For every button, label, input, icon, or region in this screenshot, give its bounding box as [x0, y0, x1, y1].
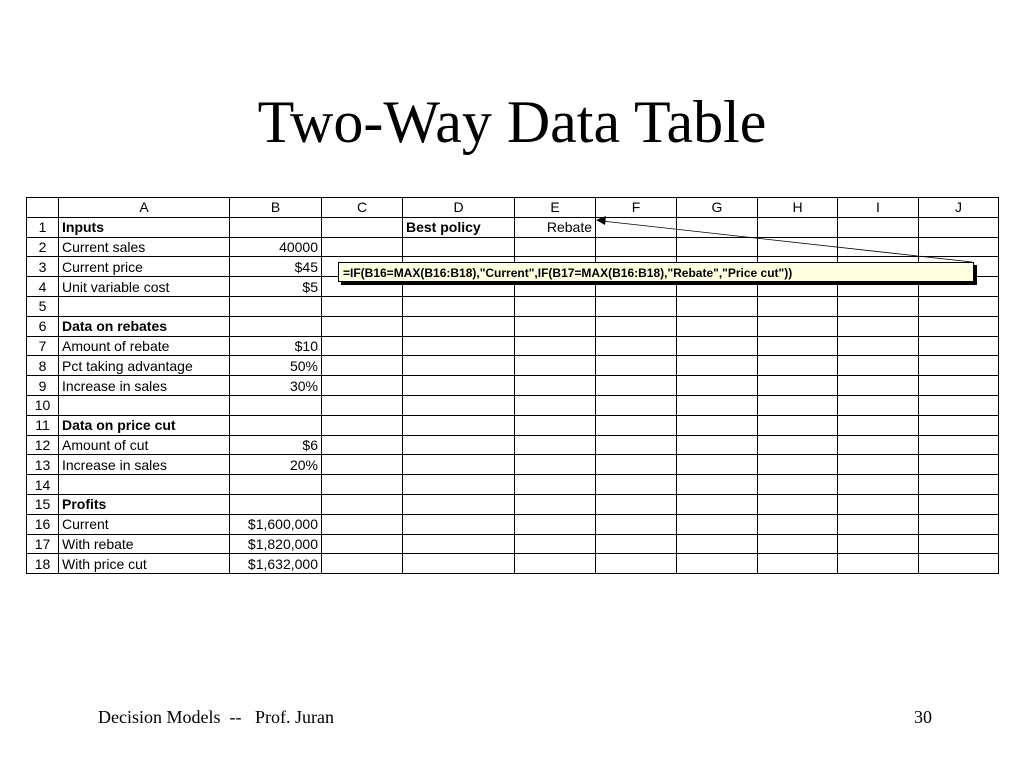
cell-c[interactable]	[322, 356, 403, 376]
cell-j[interactable]	[919, 316, 999, 336]
cell-a[interactable]: With price cut	[59, 554, 230, 574]
cell-f[interactable]	[596, 296, 677, 316]
table-row	[27, 336, 999, 356]
row-header[interactable]: 13	[27, 455, 59, 475]
cell-h[interactable]	[758, 554, 838, 574]
table-row	[27, 395, 999, 415]
cell-j[interactable]	[919, 296, 999, 316]
cell-i[interactable]	[838, 554, 919, 574]
corner-header[interactable]	[27, 198, 59, 218]
slide-title: Two-Way Data Table	[257, 89, 767, 155]
cell-b[interactable]	[230, 475, 322, 495]
cell-i[interactable]	[838, 534, 919, 554]
cell-f[interactable]	[596, 336, 677, 356]
table-row	[27, 514, 999, 534]
cell-b[interactable]: $10	[230, 336, 322, 356]
row-header[interactable]: 14	[27, 475, 59, 495]
cell-d[interactable]	[403, 494, 515, 514]
cell-e[interactable]	[515, 376, 596, 396]
cell-c[interactable]	[322, 534, 403, 554]
column-header-a[interactable]: A	[59, 198, 230, 218]
cell-j[interactable]	[919, 435, 999, 455]
page-number: 30	[914, 707, 932, 727]
cell-c[interactable]	[322, 296, 403, 316]
cell-h[interactable]	[758, 415, 838, 435]
cell-b[interactable]: $1,600,000	[230, 514, 322, 534]
cell-j[interactable]	[919, 455, 999, 475]
cell-e[interactable]: Rebate	[515, 217, 596, 237]
cell-c[interactable]	[322, 455, 403, 475]
table-row	[27, 237, 999, 257]
cell-h[interactable]	[758, 296, 838, 316]
cell-j[interactable]	[919, 237, 999, 257]
cell-c[interactable]	[322, 376, 403, 396]
table-row	[27, 475, 999, 495]
cell-d[interactable]	[403, 554, 515, 574]
cell-g[interactable]	[677, 415, 758, 435]
cell-f[interactable]	[596, 475, 677, 495]
cell-f[interactable]	[596, 415, 677, 435]
cell-c[interactable]	[322, 494, 403, 514]
cell-h[interactable]	[758, 455, 838, 475]
cell-h[interactable]	[758, 435, 838, 455]
cell-a[interactable]	[59, 475, 230, 495]
table-row	[27, 494, 999, 514]
cell-c[interactable]	[322, 554, 403, 574]
cell-h[interactable]	[758, 514, 838, 534]
cell-h[interactable]	[758, 316, 838, 336]
cell-f[interactable]	[596, 514, 677, 534]
cell-h[interactable]	[758, 475, 838, 495]
cell-a[interactable]: Increase in sales	[59, 455, 230, 475]
table-row	[27, 415, 999, 435]
row-header[interactable]: 16	[27, 514, 59, 534]
cell-b[interactable]	[230, 494, 322, 514]
cell-j[interactable]	[919, 356, 999, 376]
cell-d[interactable]	[403, 376, 515, 396]
cell-j[interactable]	[919, 376, 999, 396]
cell-a[interactable]: Increase in sales	[59, 376, 230, 396]
cell-g[interactable]	[677, 296, 758, 316]
cell-f[interactable]	[596, 554, 677, 574]
cell-a[interactable]: Profits	[59, 494, 230, 514]
cell-d[interactable]	[403, 475, 515, 495]
cell-b[interactable]: 50%	[230, 356, 322, 376]
table-row	[27, 356, 999, 376]
cell-a[interactable]: Current price	[59, 257, 230, 277]
column-header-f[interactable]: F	[596, 198, 677, 218]
table-row	[27, 435, 999, 455]
cell-c[interactable]	[322, 514, 403, 534]
cell-b[interactable]	[230, 415, 322, 435]
row-header[interactable]: 4	[27, 277, 59, 297]
cell-g[interactable]	[677, 316, 758, 336]
cell-c[interactable]	[322, 395, 403, 415]
cell-i[interactable]	[838, 376, 919, 396]
cell-b[interactable]: $6	[230, 435, 322, 455]
row-header[interactable]: 17	[27, 534, 59, 554]
cell-b[interactable]	[230, 296, 322, 316]
cell-i[interactable]	[838, 415, 919, 435]
cell-h[interactable]	[758, 237, 838, 257]
row-header[interactable]: 10	[27, 395, 59, 415]
row-header[interactable]: 1	[27, 217, 59, 237]
cell-j[interactable]	[919, 415, 999, 435]
row-header[interactable]: 18	[27, 554, 59, 574]
cell-e[interactable]	[515, 494, 596, 514]
cell-h[interactable]	[758, 336, 838, 356]
cell-j[interactable]	[919, 514, 999, 534]
cell-f[interactable]	[596, 237, 677, 257]
cell-g[interactable]	[677, 237, 758, 257]
cell-f[interactable]	[596, 455, 677, 475]
cell-d[interactable]	[403, 395, 515, 415]
cell-c[interactable]	[322, 435, 403, 455]
column-header-e[interactable]: E	[515, 198, 596, 218]
cell-a[interactable]: Amount of cut	[59, 435, 230, 455]
row-header[interactable]: 5	[27, 296, 59, 316]
cell-j[interactable]	[919, 475, 999, 495]
cell-a[interactable]: With rebate	[59, 534, 230, 554]
formula-callout: =IF(B16=MAX(B16:B18),"Current",IF(B17=MAX(B16:B18),"Rebate","Price cut"))	[338, 262, 974, 282]
cell-j[interactable]	[919, 336, 999, 356]
footer-course: Decision Models -- Prof. Juran	[98, 707, 334, 727]
cell-g[interactable]	[677, 376, 758, 396]
cell-a[interactable]: Pct taking advantage	[59, 356, 230, 376]
cell-i[interactable]	[838, 217, 919, 237]
row-header[interactable]: 8	[27, 356, 59, 376]
cell-a[interactable]: Current sales	[59, 237, 230, 257]
cell-e[interactable]	[515, 475, 596, 495]
cell-e[interactable]	[515, 455, 596, 475]
cell-f[interactable]	[596, 356, 677, 376]
row-header[interactable]: 11	[27, 415, 59, 435]
cell-e[interactable]	[515, 296, 596, 316]
cell-a[interactable]: Amount of rebate	[59, 336, 230, 356]
cell-d[interactable]	[403, 415, 515, 435]
cell-e[interactable]	[515, 316, 596, 336]
cell-c[interactable]	[322, 475, 403, 495]
row-header[interactable]: 7	[27, 336, 59, 356]
cell-b[interactable]: $5	[230, 277, 322, 297]
cell-g[interactable]	[677, 395, 758, 415]
cell-i[interactable]	[838, 395, 919, 415]
cell-c[interactable]	[322, 336, 403, 356]
cell-a[interactable]: Data on rebates	[59, 316, 230, 336]
cell-h[interactable]	[758, 376, 838, 396]
cell-i[interactable]	[838, 316, 919, 336]
cell-d[interactable]	[403, 296, 515, 316]
cell-e[interactable]	[515, 336, 596, 356]
cell-g[interactable]	[677, 534, 758, 554]
table-row	[27, 376, 999, 396]
row-header[interactable]: 2	[27, 237, 59, 257]
cell-j[interactable]	[919, 534, 999, 554]
spreadsheet	[26, 197, 999, 574]
cell-e[interactable]	[515, 514, 596, 534]
cell-h[interactable]	[758, 534, 838, 554]
cell-d[interactable]	[403, 534, 515, 554]
cell-h[interactable]	[758, 395, 838, 415]
cell-a[interactable]: Current	[59, 514, 230, 534]
cell-f[interactable]	[596, 395, 677, 415]
cell-i[interactable]	[838, 336, 919, 356]
cell-f[interactable]	[596, 534, 677, 554]
column-header-b[interactable]: B	[230, 198, 322, 218]
cell-g[interactable]	[677, 554, 758, 574]
cell-a[interactable]: Data on price cut	[59, 415, 230, 435]
cell-d[interactable]	[403, 356, 515, 376]
table-row	[27, 316, 999, 336]
cell-c[interactable]	[322, 415, 403, 435]
cell-f[interactable]	[596, 316, 677, 336]
cell-i[interactable]	[838, 514, 919, 534]
cell-d[interactable]	[403, 455, 515, 475]
cell-i[interactable]	[838, 455, 919, 475]
cell-a[interactable]	[59, 296, 230, 316]
cell-i[interactable]	[838, 435, 919, 455]
row-header[interactable]: 6	[27, 316, 59, 336]
cell-d[interactable]	[403, 316, 515, 336]
cell-i[interactable]	[838, 237, 919, 257]
cell-g[interactable]	[677, 435, 758, 455]
cell-d[interactable]: Best policy	[403, 217, 515, 237]
cell-a[interactable]: Unit variable cost	[59, 277, 230, 297]
column-header-row	[27, 198, 999, 218]
cell-e[interactable]	[515, 395, 596, 415]
cell-c[interactable]	[322, 237, 403, 257]
cell-f[interactable]	[596, 217, 677, 237]
cell-d[interactable]	[403, 237, 515, 257]
table-row	[27, 554, 999, 574]
cell-h[interactable]	[758, 494, 838, 514]
cell-i[interactable]	[838, 475, 919, 495]
cell-g[interactable]	[677, 494, 758, 514]
cell-h[interactable]	[758, 356, 838, 376]
cell-b[interactable]: 20%	[230, 455, 322, 475]
cell-g[interactable]	[677, 336, 758, 356]
table-row	[27, 455, 999, 475]
row-header[interactable]: 9	[27, 376, 59, 396]
cell-e[interactable]	[515, 415, 596, 435]
cell-b[interactable]	[230, 217, 322, 237]
cell-j[interactable]	[919, 217, 999, 237]
row-header[interactable]: 3	[27, 257, 59, 277]
cell-j[interactable]	[919, 494, 999, 514]
cell-j[interactable]	[919, 554, 999, 574]
cell-g[interactable]	[677, 514, 758, 534]
cell-a[interactable]	[59, 395, 230, 415]
cell-e[interactable]	[515, 554, 596, 574]
cell-b[interactable]: $1,820,000	[230, 534, 322, 554]
cell-f[interactable]	[596, 376, 677, 396]
column-header-d[interactable]: D	[403, 198, 515, 218]
column-header-c[interactable]: C	[322, 198, 403, 218]
table-row	[27, 296, 999, 316]
cell-b[interactable]	[230, 395, 322, 415]
cell-g[interactable]	[677, 455, 758, 475]
cell-j[interactable]	[919, 395, 999, 415]
cell-b[interactable]: 30%	[230, 376, 322, 396]
column-header-i[interactable]: I	[838, 198, 919, 218]
cell-i[interactable]	[838, 296, 919, 316]
cell-g[interactable]	[677, 217, 758, 237]
cell-d[interactable]	[403, 435, 515, 455]
cell-i[interactable]	[838, 356, 919, 376]
table-row	[27, 217, 999, 237]
cell-f[interactable]	[596, 435, 677, 455]
column-header-h[interactable]: H	[758, 198, 838, 218]
cell-e[interactable]	[515, 435, 596, 455]
cell-e[interactable]	[515, 356, 596, 376]
cell-g[interactable]	[677, 475, 758, 495]
cell-h[interactable]	[758, 217, 838, 237]
cell-b[interactable]: 40000	[230, 237, 322, 257]
cell-c[interactable]	[322, 316, 403, 336]
cell-a[interactable]: Inputs	[59, 217, 230, 237]
cell-b[interactable]	[230, 316, 322, 336]
row-header[interactable]: 12	[27, 435, 59, 455]
cell-g[interactable]	[677, 356, 758, 376]
cell-d[interactable]	[403, 336, 515, 356]
column-header-j[interactable]: J	[919, 198, 999, 218]
cell-c[interactable]	[322, 217, 403, 237]
cell-i[interactable]	[838, 494, 919, 514]
row-header[interactable]: 15	[27, 494, 59, 514]
cell-e[interactable]	[515, 534, 596, 554]
cell-f[interactable]	[596, 494, 677, 514]
cell-b[interactable]: $45	[230, 257, 322, 277]
cell-b[interactable]: $1,632,000	[230, 554, 322, 574]
cell-e[interactable]	[515, 237, 596, 257]
cell-d[interactable]	[403, 514, 515, 534]
table-row	[27, 534, 999, 554]
column-header-g[interactable]: G	[677, 198, 758, 218]
